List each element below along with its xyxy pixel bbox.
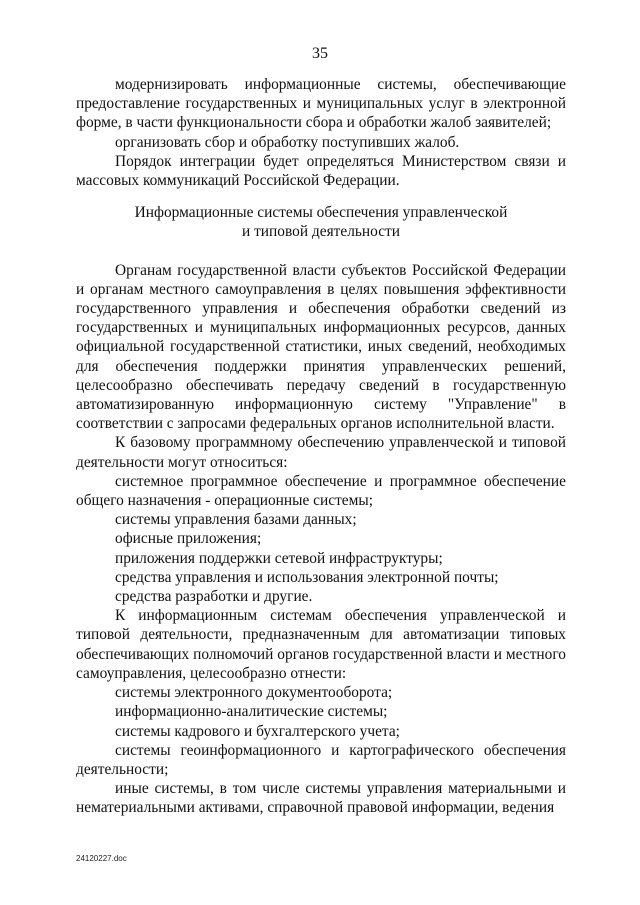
- section-heading-line: Информационные системы обеспечения управленческой: [134, 204, 508, 222]
- list-item: иные системы, в том числе системы управления материальными и нематериальными активами, справочной правовой информации, ведения: [76, 780, 566, 817]
- paragraph: Органам государственной власти субъектов Российской Федерации и органам местного самоуправления в целях повышения эффективности государственного управления и обеспечения обработки сведений из государственных и муниципальных информационных ресурсов, данных официальной государственной статистики, иных сведений, необходимых для обеспечения поддержки принятия управленческих решений, целесообразно обеспечивать передачу сведений в государственную автоматизированную информационную систему "Управление" в соответствии с запросами федеральных органов исполнительной власти.: [76, 261, 566, 433]
- paragraph: организовать сбор и обработку поступивших жалоб.: [115, 133, 460, 151]
- section-heading: [76, 203, 566, 241]
- document-body: [76, 75, 566, 818]
- list-item: системы электронного документооборота;: [115, 684, 393, 702]
- list-item: информационно-аналитические системы;: [115, 703, 388, 721]
- paragraph: К базовому программному обеспечению управленческой и типовой деятельности могут относиться:: [76, 434, 566, 471]
- section-heading-line: и типовой деятельности: [241, 223, 401, 241]
- list-item: приложения поддержки сетевой инфраструктуры;: [115, 549, 443, 567]
- list-item: системы кадрового и бухгалтерского учета;: [115, 722, 400, 740]
- file-name-footer: 24120227.doc: [76, 854, 127, 863]
- paragraph: Порядок интеграции будет определяться Министерством связи и массовых коммуникаций Российской Федерации.: [76, 152, 566, 190]
- list-item: средства разработки и другие.: [115, 588, 313, 606]
- list-item: средства управления и использования электронной почты;: [115, 568, 499, 586]
- paragraph: К информационным системам обеспечения управленческой и типовой деятельности, предназначенным для автоматизации типовых обеспечивающих полномочий органов государственной власти и местного самоуправления, целесообразно отнести:: [76, 607, 566, 682]
- list-item: системы управления базами данных;: [115, 511, 357, 529]
- list-item: офисные приложения;: [115, 530, 262, 548]
- list-item: системы геоинформационного и картографического обеспечения деятельности;: [76, 741, 566, 778]
- page-number: 35: [312, 45, 328, 62]
- list-item: системное программное обеспечение и программное обеспечение общего назначения - операционные системы;: [76, 472, 566, 510]
- paragraph: модернизировать информационные системы, обеспечивающие предоставление государственных и муниципальных услуг в электронной форме, в части функциональности сбора и обработки жалоб заявителей;: [76, 76, 566, 132]
